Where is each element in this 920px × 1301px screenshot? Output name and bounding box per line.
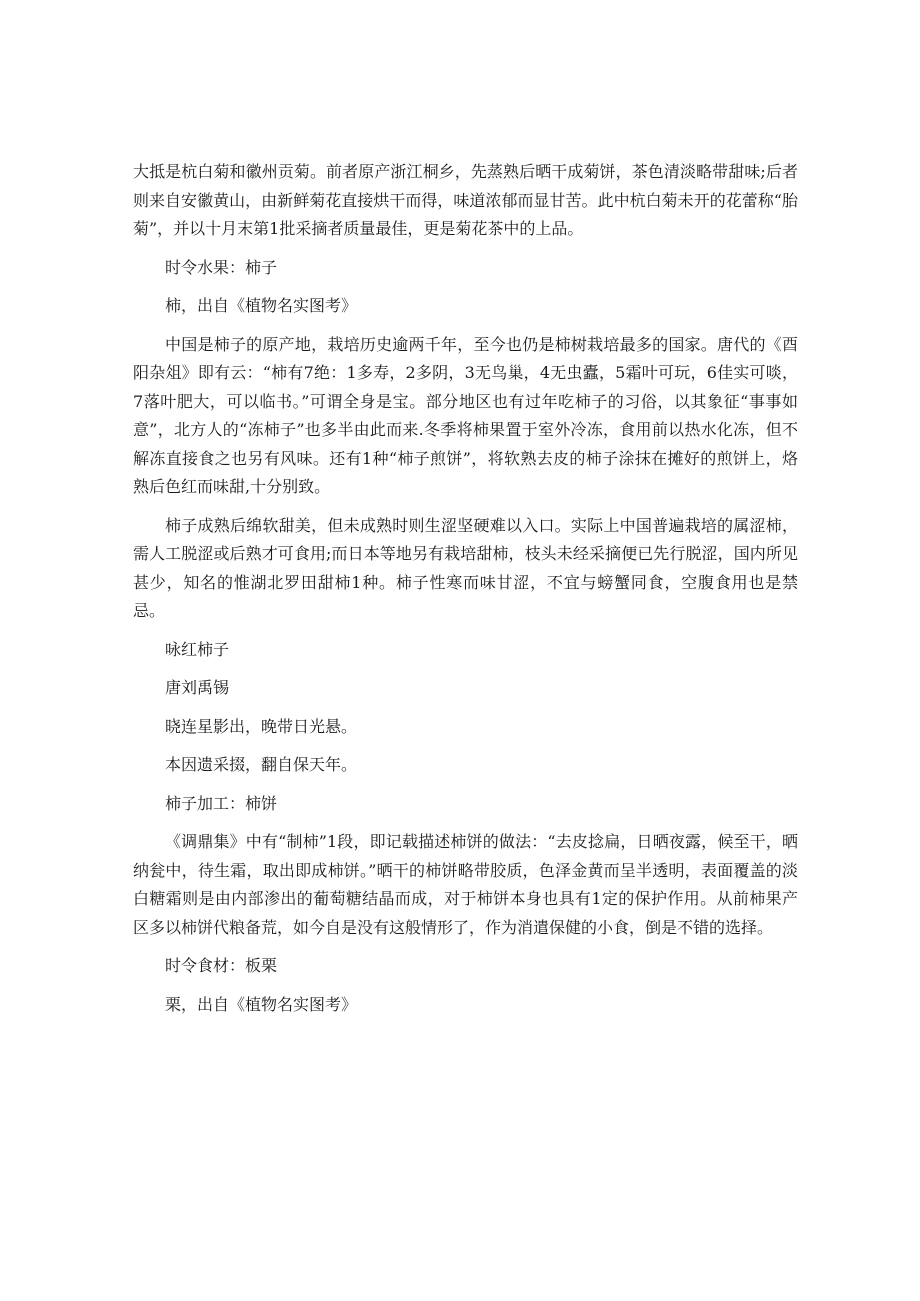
poem-line-1: 晓连星影出，晚带日光悬。 xyxy=(165,716,358,736)
poem-author: 唐刘禹锡 xyxy=(165,678,230,697)
document-body xyxy=(133,158,798,1029)
paragraph-dried-persimmon: 《调鼎集》中有“制柿”1段，即记载描述柿饼的做法：“去皮捻扁，日晒夜露，候至干，晒纳瓮中，待生霜，取出即成柿饼。”晒干的柿饼略带胶质，色泽金黄而呈半透明，表面覆盖的淡白糖霜则是由内部渗出的葡萄糖结晶而成，对于柿饼本身也具有1定的保护作用。从前柿果产区多以柿饼代粮备荒，如今自是没有这般情形了，作为消遣保健的小食，倒是不错的选择。 xyxy=(133,832,798,937)
heading-seasonal-fruit-persimmon: 时令水果：柿子 xyxy=(165,257,278,277)
heading-seasonal-ingredient-chestnut: 时令食材：板栗 xyxy=(165,956,278,975)
paragraph-persimmon-ripeness: 柿子成熟后绵软甜美，但未成熟时则生涩坚硬难以入口。实际上中国普遍栽培的属涩柿，需人工脱涩或后熟才可食用;而日本等地另有栽培甜柿，枝头未经采摘便已先行脱涩，国内所见甚少，知名的惟湖北罗田甜柿1种。柿子性寒而味甘涩，不宜与螃蟹同食，空腹食用也是禁忌。 xyxy=(133,515,798,620)
poem-line-2: 本因遗采掇，翻自保天年。 xyxy=(165,755,358,774)
poem-title: 咏红柿子 xyxy=(165,639,230,659)
paragraph-chrysanthemum-tea: 大抵是杭白菊和徽州贡菊。前者原产浙江桐乡，先蒸熟后晒干成菊饼，茶色清淡略带甜味;后者则来自安徽黄山，由新鲜菊花直接烘干而得，味道浓郁而显甘苦。此中杭白菊未开的花蕾称“胎菊”，并以十月末第1批采摘者质量最佳，更是菊花茶中的上品。 xyxy=(133,162,798,238)
caption-persimmon-source: 柿，出自《植物名实图考》 xyxy=(165,296,358,315)
paragraph-persimmon-origin: 中国是柿子的原产地，栽培历史逾两千年，至今也仍是柿树栽培最多的国家。唐代的《酉阳杂俎》即有云：“柿有7绝：1多寿，2多阴，3无鸟巢，4无虫蠹，5霜叶可玩，6佳实可啖，7落叶肥大，可以临书。”可谓全身是宝。部分地区也有过年吃柿子的习俗，以其象征“事事如意”，北方人的“冻柿子”也多半由此而来.冬季将柿果置于室外冷冻，食用前以热水化冻，但不解冻直接食之也另有风味。还有1种“柿子煎饼”，将软熟去皮的柿子涂抹在摊好的煎饼上，烙熟后色红而味甜,十分别致。 xyxy=(133,334,798,496)
heading-persimmon-processing: 柿子加工：柿饼 xyxy=(165,793,278,813)
caption-chestnut-source: 栗，出自《植物名实图考》 xyxy=(165,994,358,1014)
